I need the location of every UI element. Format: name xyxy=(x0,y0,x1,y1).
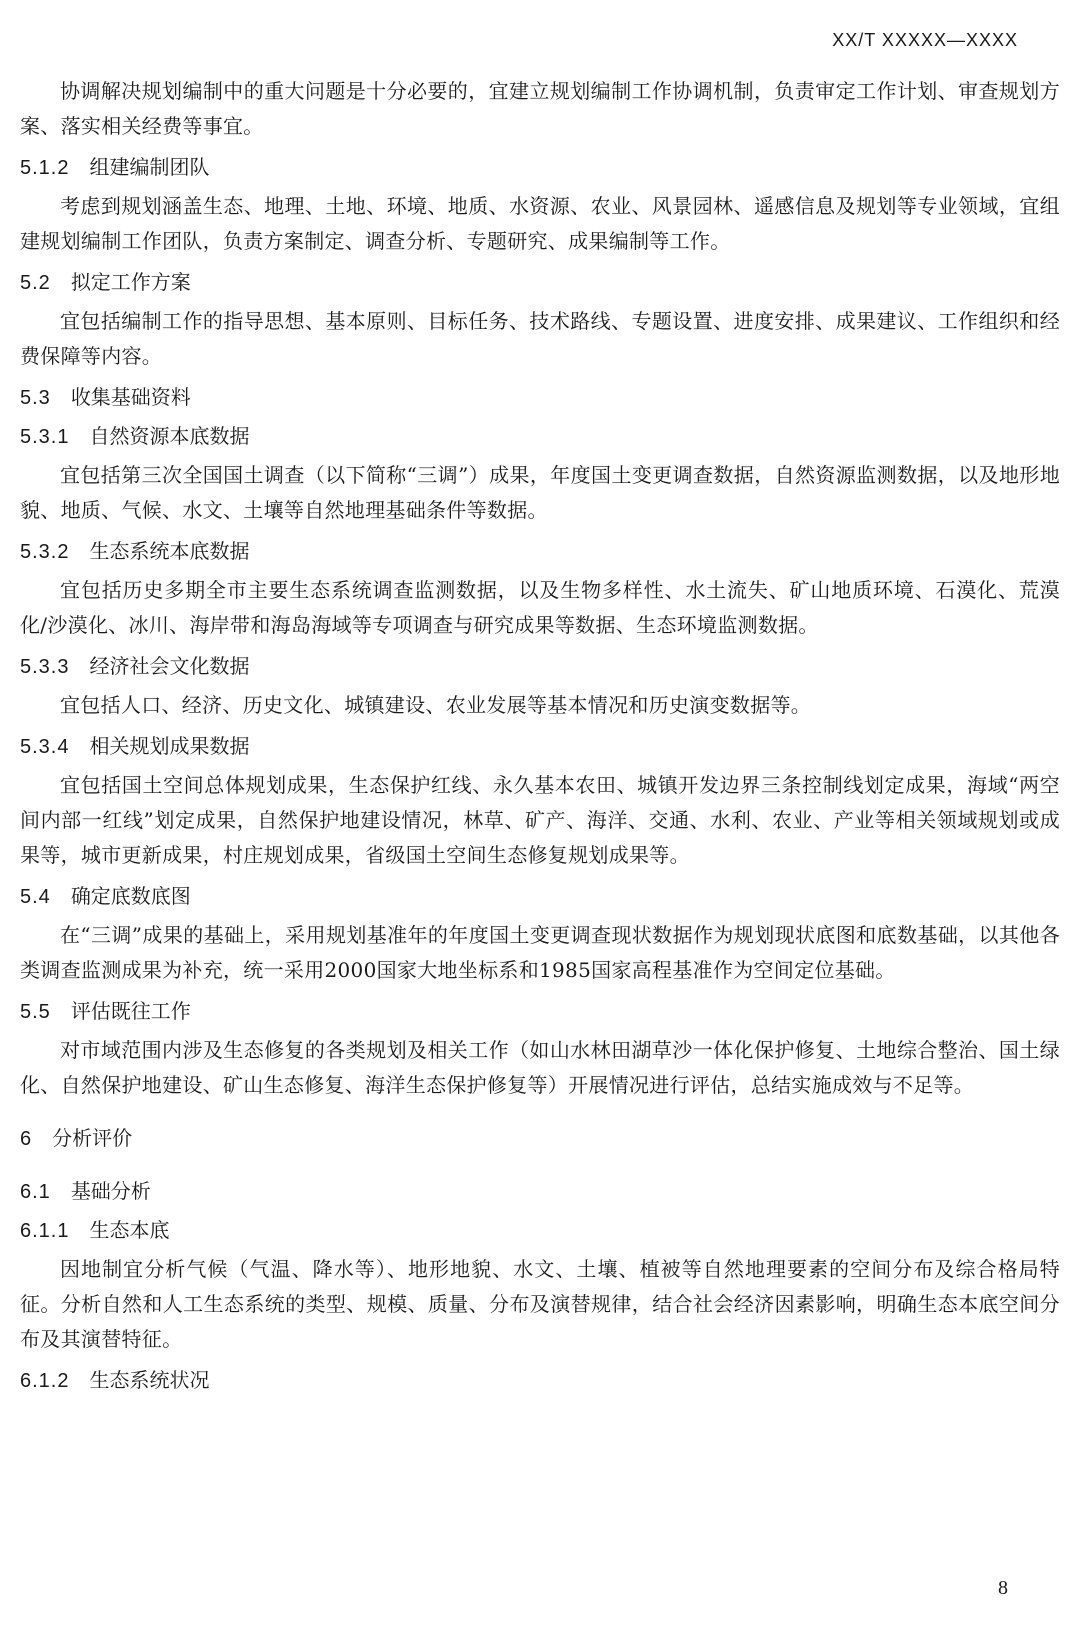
paragraph-5-3-3: 宜包括人口、经济、历史文化、城镇建设、农业发展等基本情况和历史演变数据等。 xyxy=(60,693,812,717)
section-heading-6-1 xyxy=(20,1174,1060,1209)
section-number: 5.3.2 xyxy=(20,541,70,563)
section-title: 拟定工作方案 xyxy=(70,270,191,294)
paragraph-5-1-2: 考虑到规划涵盖生态、地理、土地、环境、地质、水资源、农业、风景园林、遥感信息及规划等专业领域，宜组建规划编制工作团队，负责方案制定、调查分析、专题研究、成果编制等工作。 xyxy=(20,194,1060,253)
section-title: 分析评价 xyxy=(52,1126,133,1150)
section-heading-5-3-4 xyxy=(20,729,1060,764)
section-heading-5-2 xyxy=(20,265,1060,300)
paragraph-6-1-1: 因地制宜分析气候（气温、降水等）、地形地貌、水文、土壤、植被等自然地理要素的空间分布及综合格局特征。分析自然和人工生态系统的类型、规模、质量、分布及演替规律，结合社会经济因素影响，明确生态本底空间分布及其演替特征。 xyxy=(20,1257,1060,1351)
section-number: 5.1.2 xyxy=(20,157,70,179)
paragraph-5-3-1: 宜包括第三次全国国土调查（以下简称“三调”）成果，年度国土变更调查数据，自然资源监测数据，以及地形地貌、地质、气候、水文、土壤等自然地理基础条件等数据。 xyxy=(20,463,1060,522)
section-heading-5-3-3 xyxy=(20,649,1060,684)
section-number: 5.3.1 xyxy=(20,426,70,448)
section-heading-5-3 xyxy=(20,380,1060,415)
section-title: 自然资源本底数据 xyxy=(89,424,250,448)
section-title: 基础分析 xyxy=(70,1179,151,1203)
section-title: 生态本底 xyxy=(89,1218,170,1242)
section-number: 5.3 xyxy=(20,387,51,409)
paragraph-5-4: 在“三调”成果的基础上，采用规划基准年的年度国土变更调查现状数据作为规划现状底图和底数基础，以其他各类调查监测成果为补充，统一采用2000国家大地坐标系和1985国家高程基准作为空间定位基础。 xyxy=(20,923,1060,982)
page-number: 8 xyxy=(998,1577,1008,1599)
section-title: 收集基础资料 xyxy=(70,385,191,409)
section-heading-6-1-1 xyxy=(20,1213,1060,1248)
section-title: 组建编制团队 xyxy=(89,155,210,179)
section-heading-6 xyxy=(20,1121,1060,1156)
section-number: 6.1.2 xyxy=(20,1370,70,1392)
paragraph-5-5: 对市域范围内涉及生态修复的各类规划及相关工作（如山水林田湖草沙一体化保护修复、土地综合整治、国土绿化、自然保护地建设、矿山生态修复、海洋生态保护修复等）开展情况进行评估，总结实施成效与不足等。 xyxy=(20,1038,1060,1097)
section-number: 6.1 xyxy=(20,1181,51,1203)
section-heading-6-1-2 xyxy=(20,1363,1060,1398)
section-title: 确定底数底图 xyxy=(70,884,191,908)
section-title: 相关规划成果数据 xyxy=(89,734,250,758)
section-heading-5-1-2 xyxy=(20,150,1060,185)
section-number: 5.4 xyxy=(20,886,51,908)
section-title: 生态系统状况 xyxy=(89,1368,210,1392)
document-code: XX/T XXXXX—XXXX xyxy=(832,30,1018,50)
section-number: 5.5 xyxy=(20,1001,51,1023)
section-number: 6 xyxy=(20,1128,33,1150)
section-number: 6.1.1 xyxy=(20,1220,70,1242)
section-title: 评估既往工作 xyxy=(70,999,191,1023)
document-body xyxy=(20,74,1060,1402)
section-title: 经济社会文化数据 xyxy=(89,654,250,678)
section-heading-5-3-2 xyxy=(20,534,1060,569)
section-heading-5-5 xyxy=(20,994,1060,1029)
section-title: 生态系统本底数据 xyxy=(89,539,250,563)
paragraph-intro: 协调解决规划编制中的重大问题是十分必要的，宜建立规划编制工作协调机制，负责审定工作计划、审查规划方案、落实相关经费等事宜。 xyxy=(20,79,1060,138)
section-number: 5.3.3 xyxy=(20,656,70,678)
section-number: 5.3.4 xyxy=(20,736,70,758)
paragraph-5-3-2: 宜包括历史多期全市主要生态系统调查监测数据，以及生物多样性、水土流失、矿山地质环境、石漠化、荒漠化/沙漠化、冰川、海岸带和海岛海域等专项调查与研究成果等数据、生态环境监测数据。 xyxy=(20,578,1060,637)
section-number: 5.2 xyxy=(20,272,51,294)
paragraph-5-2: 宜包括编制工作的指导思想、基本原则、目标任务、技术路线、专题设置、进度安排、成果建议、工作组织和经费保障等内容。 xyxy=(20,309,1060,368)
section-heading-5-3-1 xyxy=(20,419,1060,454)
section-heading-5-4 xyxy=(20,879,1060,914)
paragraph-5-3-4: 宜包括国土空间总体规划成果，生态保护红线、永久基本农田、城镇开发边界三条控制线划定成果，海域“两空间内部一红线”划定成果，自然保护地建设情况，林草、矿产、海洋、交通、水利、农业、产业等相关领域规划或成果等，城市更新成果，村庄规划成果，省级国土空间生态修复规划成果等。 xyxy=(20,773,1060,867)
